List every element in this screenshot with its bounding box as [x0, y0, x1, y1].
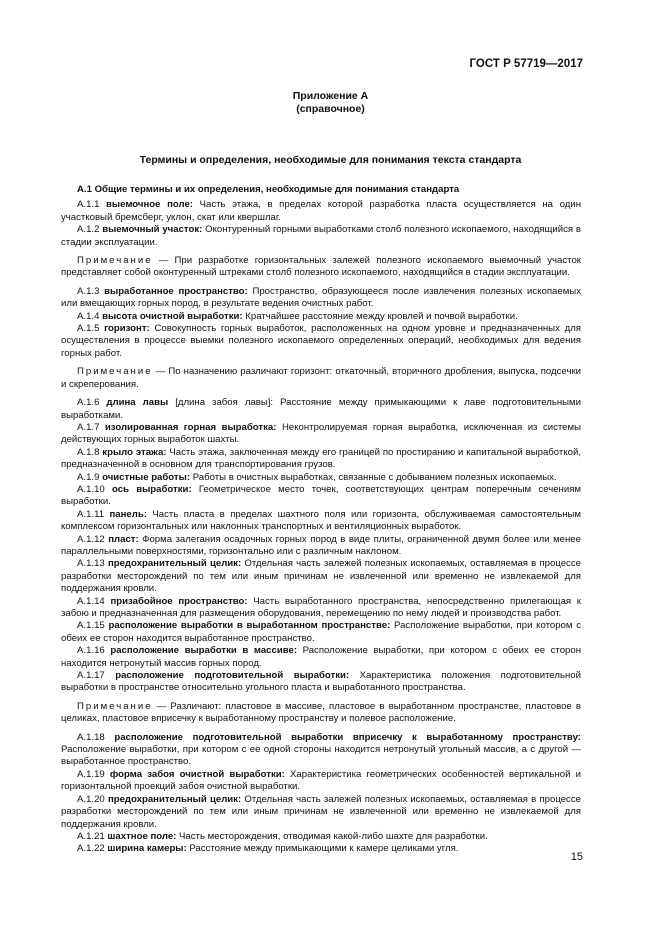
term-number: А.1.15 — [77, 620, 105, 632]
term-name: предохранительный целик: — [107, 793, 242, 805]
term-entry — [61, 484, 581, 509]
term-number: А.1.13 — [77, 558, 105, 570]
term-name: длина лавы — [106, 397, 169, 409]
term-number: А.1.5 — [77, 323, 100, 335]
term-entry — [61, 794, 581, 831]
term-name: выемочное поле: — [106, 199, 193, 211]
term-entry — [61, 769, 581, 794]
term-name: изолированная горная выработка: — [104, 421, 277, 433]
term-definition: Совокупность горных выработок, расположенных на одном уровне и предназначенных для осуществления в процессе выемки полезного ископаемого определенных операций, необходимых для ведения горных работ. — [61, 323, 582, 359]
term-number: А.1.1 — [77, 199, 100, 211]
term-entry — [61, 843, 581, 855]
term-entry — [61, 596, 581, 621]
term-entry — [61, 620, 581, 645]
term-name: расположение выработки в массиве: — [110, 645, 298, 657]
term-entry — [61, 323, 581, 360]
term-definition: Работы в очистных выработках, связанные с добыванием полезных ископаемых. — [192, 471, 557, 483]
term-number: А.1.22 — [77, 843, 105, 855]
term-number: А.1.14 — [77, 595, 105, 607]
term-definition: Пространство, образующееся после извлечения полезных ископаемых или вмещающих горных пород, в результате ведения очистных работ. — [61, 285, 582, 310]
term-definition: Оконтуренный горными выработками столб полезного ископаемого, находящийся в стадии эксплуатации. — [61, 224, 581, 248]
term-entry — [61, 311, 581, 323]
subsection-title: А.1 Общие термины и их определения, необходимые для понимания стандарта — [77, 184, 460, 195]
term-name: ось выработки: — [112, 483, 192, 495]
term-number: А.1.12 — [77, 533, 105, 545]
term-definition: Часть пласта в пределах шахтного поля или горизонта, обслуживаемая самостоятельным комплексом горизонтальных или наклонных транспортных и вентиляционных выработок. — [61, 508, 582, 533]
term-entry — [61, 670, 581, 695]
note-text: — По назначению различают горизонт: откаточный, вторичного дробления, выпуска, подсечки и скреперования. — [61, 366, 581, 390]
term-definition: Расположение выработки, при котором с обеих ее сторон находится нетронутый массив горных пород. — [61, 645, 582, 669]
term-name: горизонт: — [104, 323, 150, 335]
term-name: призабойное пространство: — [110, 595, 248, 607]
term-number: А.1.9 — [77, 471, 100, 483]
note-label: Примечание — [77, 366, 153, 378]
term-definition: Отдельная часть залежей полезных ископаемых, оставляемая в процессе разработки месторождений по тем или иным причинам не извлеченной или временно не извлекаемой для поддержания кровли. — [61, 793, 581, 830]
term-definition: Часть этажа, заключенная между его границей по простиранию и капитальной выработкой, предназначенной в основном для транспортирования грузов. — [61, 446, 581, 471]
terms-list — [61, 199, 581, 855]
term-definition: Кратчайшее расстояние между кровлей и почвой выработки. — [245, 310, 518, 322]
term-entry — [61, 645, 581, 670]
term-number: А.1.6 — [77, 397, 100, 409]
term-number: А.1.20 — [77, 793, 105, 805]
term-number: А.1.17 — [77, 670, 105, 682]
term-definition: Расстояние между примыкающими к камере целиками угля. — [189, 843, 459, 855]
term-name: очистные работы: — [102, 471, 191, 483]
note-label: Примечание — [77, 700, 153, 712]
term-entry — [61, 397, 581, 422]
terms-body — [61, 184, 581, 856]
term-definition: Часть этажа, в пределах которой разработка пласта осуществляется на один участковый бремсберг, уклон, скат или квершлаг. — [61, 199, 581, 223]
term-definition: Характеристика геометрических особенностей вертикальной и горизонтальной проекций забоя очистной выработки. — [61, 768, 581, 793]
term-number: А.1.10 — [77, 483, 105, 495]
term-entry — [61, 199, 581, 224]
term-name: форма забоя очистной выработки: — [109, 768, 285, 780]
note-label: Примечание — [77, 255, 153, 267]
term-definition: Геометрическое место точек, соответствующих центрам поперечным сечениям выработки. — [61, 483, 581, 508]
term-number: А.1.21 — [77, 830, 105, 842]
term-entry — [61, 472, 581, 484]
term-definition: Характеристика положения подготовительной выработки в пространстве относительно угольного пласта и выработанного пространства. — [61, 670, 581, 694]
term-name: выработанное пространство: — [104, 285, 248, 297]
term-name: ширина камеры: — [107, 843, 187, 855]
term-number: А.1.4 — [77, 310, 100, 322]
term-name: панель: — [109, 508, 147, 520]
page-number: 15 — [570, 851, 583, 863]
note-paragraph — [61, 366, 581, 391]
term-name: предохранительный целик: — [107, 558, 242, 570]
term-name: выемочный участок: — [102, 224, 203, 236]
annex-subtitle: (справочное) — [296, 103, 365, 115]
term-number: А.1.2 — [77, 224, 100, 236]
term-entry — [61, 224, 581, 249]
term-number: А.1.16 — [77, 645, 105, 657]
term-entry — [61, 447, 581, 472]
term-definition: Часть выработанного пространства, непосредственно прилегающая к забою и предназначенная для размещения оборудования, перемещению по нему людей и производства работ. — [61, 595, 581, 619]
term-entry — [61, 831, 581, 843]
term-name: шахтное поле: — [107, 830, 177, 842]
term-entry — [61, 534, 581, 559]
note-paragraph — [61, 255, 581, 280]
term-definition: Отдельная часть залежей полезных ископаемых, оставляемая в процессе разработки месторождений по тем или иным причинам не извлеченной или временно не извлекаемой для поддержания кровли. — [61, 558, 581, 595]
term-entry — [61, 558, 581, 595]
term-definition: Часть месторождения, отводимая какой-либо шахте для разработки. — [179, 830, 488, 842]
term-number: А.1.8 — [77, 446, 100, 458]
note-paragraph — [61, 701, 581, 726]
annex-title: Приложение А — [292, 90, 369, 102]
term-entry — [61, 286, 581, 311]
term-name: крыло этажа: — [102, 446, 167, 458]
term-definition: Форма залегания осадочных горных пород в виде плиты, ограниченной двумя более или менее параллельными поверхностями, горизонтально или с различным наклоном. — [61, 533, 581, 557]
document-code: ГОСТ Р 57719—2017 — [469, 58, 583, 70]
term-definition: Расположение выработки, при котором с ее одной стороны находится нетронутый угольный массив, а с другой — выработанное пространство. — [61, 744, 581, 768]
term-name: расположение подготовительной выработки: — [115, 670, 350, 682]
annex-heading — [0, 90, 661, 116]
term-number: А.1.18 — [77, 731, 105, 743]
term-name: пласт: — [108, 533, 139, 545]
term-number: А.1.11 — [77, 508, 105, 520]
term-entry — [61, 732, 581, 769]
term-name: расположение выработки в выработанном пространстве: — [108, 620, 391, 632]
term-definition: Расположение выработки, при котором с обеих ее сторон находится выработанное пространство. — [61, 620, 582, 644]
term-number: А.1.7 — [77, 421, 100, 433]
term-name: расположение подготовительной выработки вприсечку к выработанному пространству: — [114, 731, 581, 743]
term-entry — [61, 509, 581, 534]
term-definition: Неконтролируемая горная выработка, исключенная из системы действующих горных выработок шахты. — [61, 421, 582, 446]
term-name: высота очистной выработки: — [102, 310, 243, 322]
term-definition: [длина забоя лавы]: Расстояние между примыкающими к лаве подготовительными выработками. — [61, 397, 582, 421]
term-entry — [61, 422, 581, 447]
section-title: Термины и определения, необходимые для понимания текста стандарта — [139, 154, 522, 166]
term-number: А.1.3 — [77, 285, 100, 297]
note-text: — При разработке горизонтальных залежей полезного ископаемого выемочный участок представляет собой оконтуренный штреками столб полезного ископаемого, находящийся в стадии эксплуатации. — [61, 255, 581, 279]
note-text: — Различают: пластовое в массиве, пластовое в выработанном пространстве, пластовое в целиках, пластовое вприсечку к выработанному пространству и полевое расположение. — [61, 700, 581, 725]
term-number: А.1.19 — [77, 768, 105, 780]
